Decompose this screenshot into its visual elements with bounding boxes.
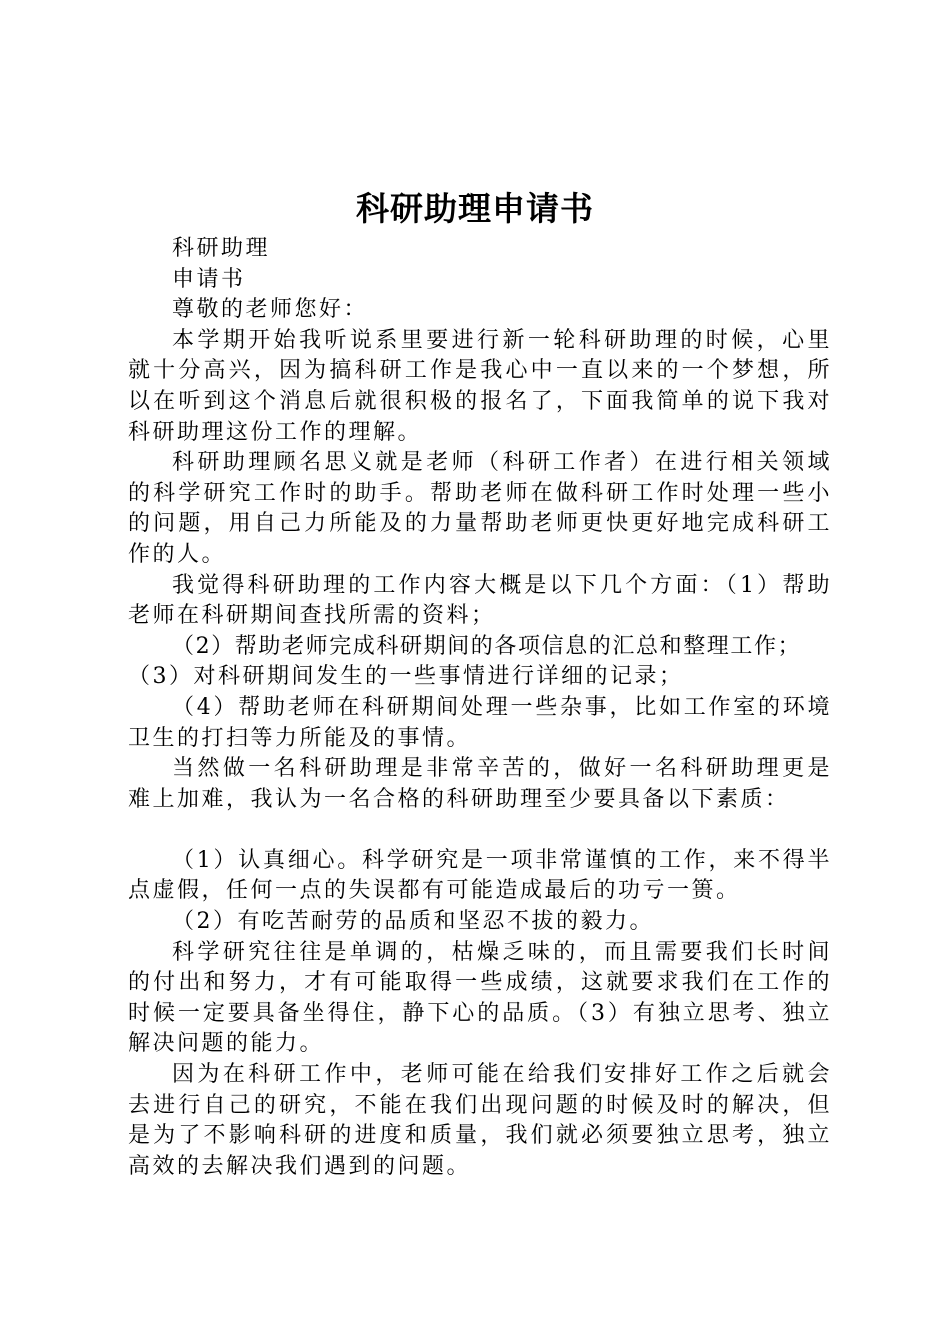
- document-body: [128, 234, 832, 1182]
- paragraph-quality-3-detail: 因为在科研工作中，老师可能在给我们安排好工作之后就会去进行自己的研究，不能在我们出现问题的时候及时的解决，但是为了不影响科研的进度和质量，我们就必须要独立思考，独立高效的去解决我们遇到的问题。: [128, 1062, 832, 1179]
- paragraph-duty-2: （2）帮助老师完成科研期间的各项信息的汇总和整理工作；: [172, 633, 802, 659]
- paragraph-quality-2-detail: 科学研究往往是单调的，枯燥乏味的，而且需要我们长时间的付出和努力，才有可能取得一些成绩，这就要求我们在工作的时候一定要具备坐得住，静下心的品质。（3）有独立思考、独立解决问题的能力。: [128, 939, 832, 1057]
- blank-line: [128, 815, 832, 846]
- document-title: 科研助理申请书: [356, 189, 594, 228]
- paragraph-duty-4: （4）帮助老师在科研期间处理一些杂事，比如工作室的环境卫生的打扫等力所能及的事情。: [128, 694, 832, 751]
- heading-line-2: 申请书: [172, 266, 246, 292]
- salutation: 尊敬的老师您好：: [172, 297, 369, 323]
- paragraph-qualities-intro: 当然做一名科研助理是非常辛苦的，做好一名科研助理更是难上加难，我认为一名合格的科研助理至少要具备以下素质：: [128, 756, 832, 812]
- paragraph-duties-intro: 我觉得科研助理的工作内容大概是以下几个方面：（1）帮助老师在科研期间查找所需的资料；: [128, 572, 832, 629]
- paragraph-quality-2: （2）有吃苦耐劳的品质和坚忍不拔的毅力。: [172, 909, 654, 935]
- paragraph-intro: 本学期开始我听说系里要进行新一轮科研助理的时候，心里就十分高兴，因为搞科研工作是我心中一直以来的一个梦想，所以在听到这个消息后就很积极的报名了，下面我简单的说下我对科研助理这份工作的理解。: [128, 327, 832, 445]
- paragraph-duty-3: （3）对科研期间发生的一些事情进行详细的记录；: [128, 664, 684, 690]
- paragraph-quality-1: （1）认真细心。科学研究是一项非常谨慎的工作，来不得半点虚假，任何一点的失误都有可能造成最后的功亏一篑。: [128, 847, 832, 904]
- heading-line-1: 科研助理: [172, 236, 271, 261]
- paragraph-definition: 科研助理顾名思义就是老师（科研工作者）在进行相关领域的科学研究工作时的助手。帮助老师在做科研工作时处理一些小的问题，用自己力所能及的力量帮助老师更快更好地完成科研工作的人。: [128, 450, 832, 567]
